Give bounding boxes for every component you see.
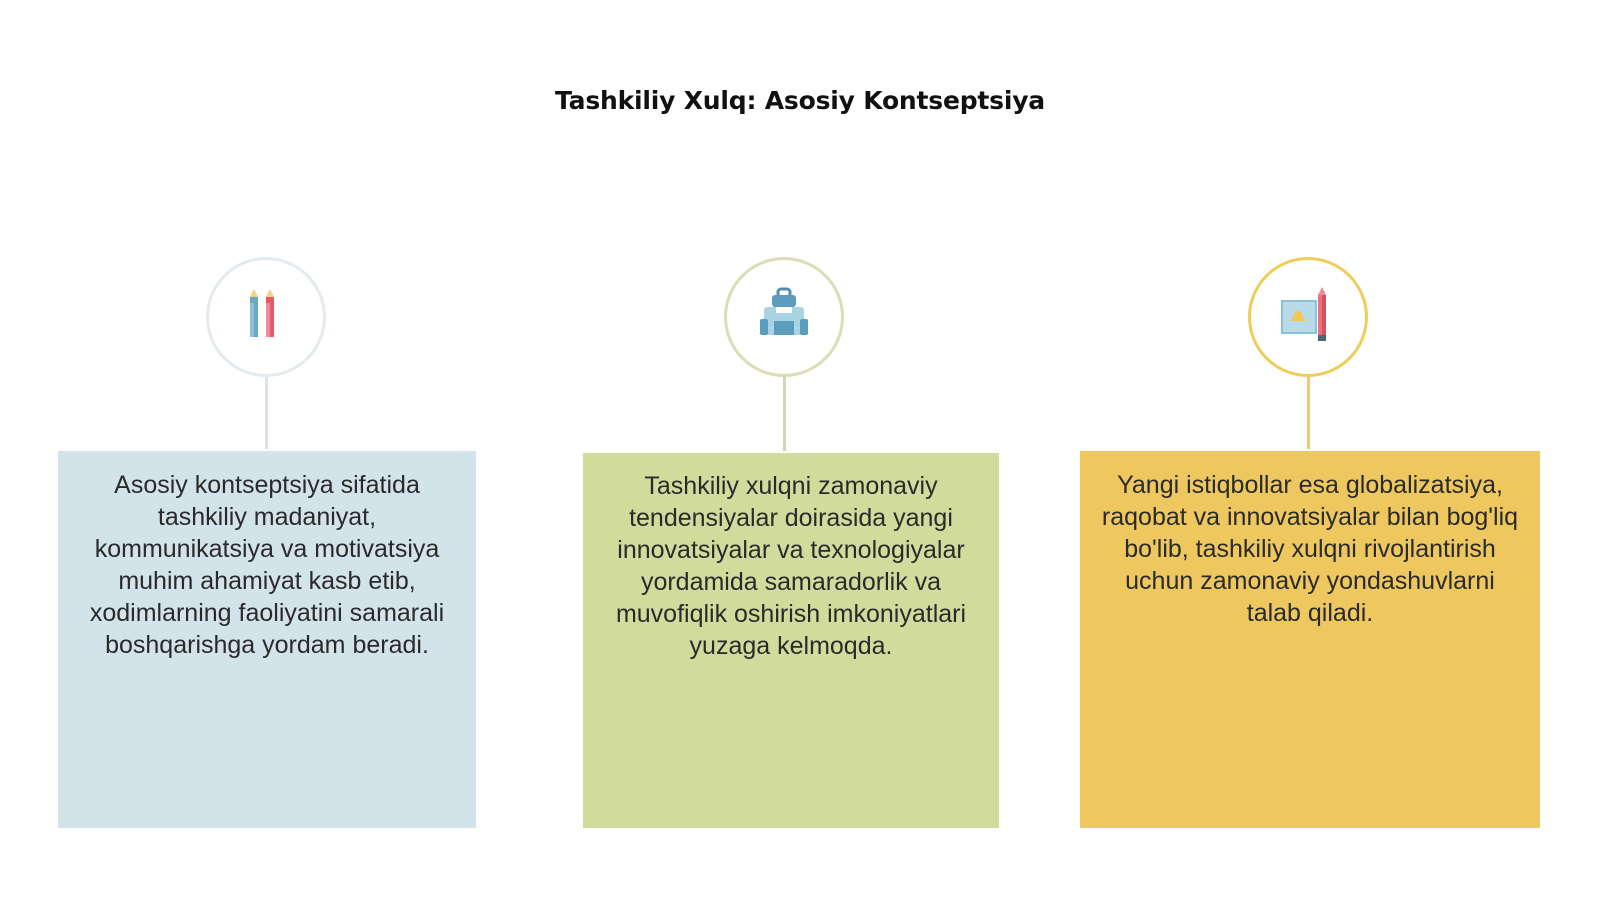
- concept-card-2: [583, 453, 999, 828]
- connector-line-3: [1307, 377, 1310, 449]
- connector-line-2: [783, 377, 786, 451]
- concept-card-3: [1080, 451, 1540, 828]
- icon-circle-2: [724, 257, 844, 377]
- concept-card-1: [58, 451, 476, 828]
- backpack-icon: [754, 287, 814, 347]
- page-title: Tashkiliy Xulq: Asosiy Kontseptsiya: [555, 86, 1045, 115]
- card-text: Asosiy kontseptsiya sifatida tashkiliy madaniyat, kommunikatsiya va motivatsiya muhim ahamiyat kasb etib, xodimlarning faoliyatini samarali boshqarishga yordam beradi.: [89, 471, 445, 659]
- connector-line-1: [265, 377, 268, 449]
- pencils-icon: [236, 287, 296, 347]
- picture-crayon-icon: [1278, 287, 1338, 347]
- icon-circle-1: [206, 257, 326, 377]
- card-text: Yangi istiqbollar esa globalizatsiya, raqobat va innovatsiyalar bilan bog'liq bo'lib, tashkiliy xulqni rivojlantirish uchun zamonaviy yondashuvlarni talab qiladi.: [1101, 471, 1519, 627]
- card-text: Tashkiliy xulqni zamonaviy tendensiyalar doirasida yangi innovatsiyalar va texnologiyalar yordamida samaradorlik va muvofiqlik oshirish imkoniyatlari yuzaga kelmoqda.: [615, 472, 967, 660]
- icon-circle-3: [1248, 257, 1368, 377]
